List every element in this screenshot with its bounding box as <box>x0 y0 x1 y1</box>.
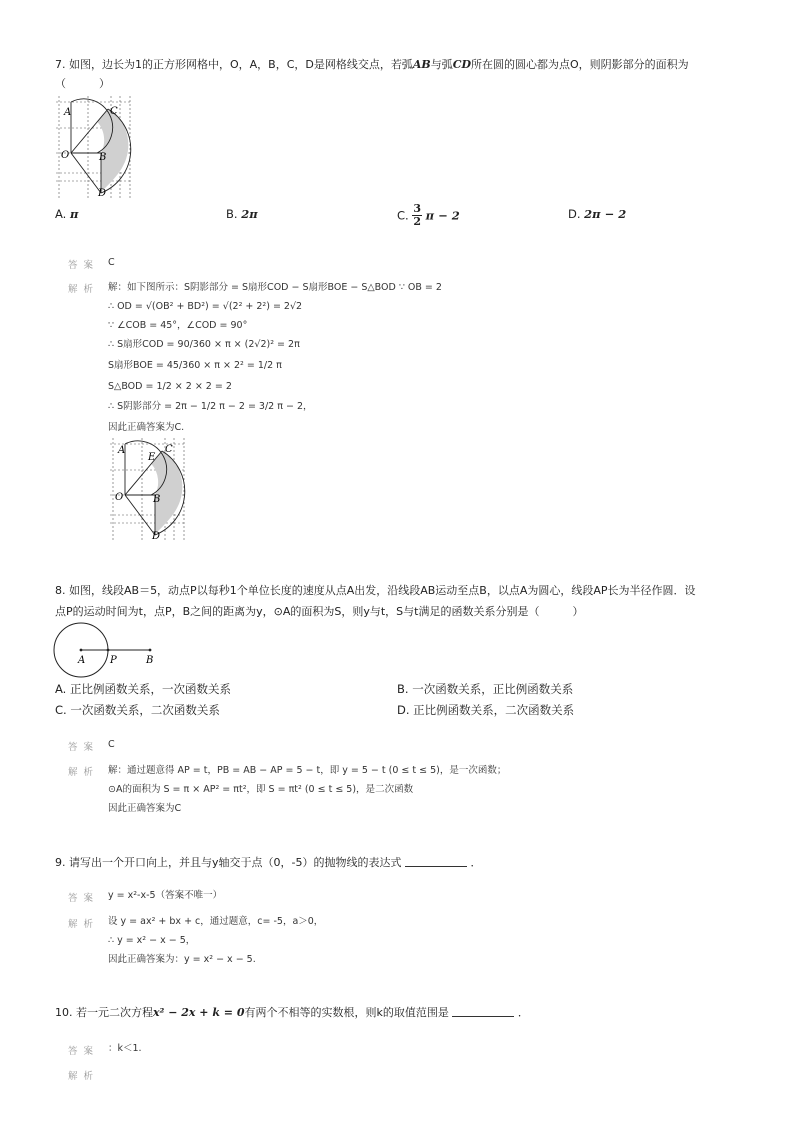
q7-label-a: A <box>64 107 72 118</box>
q8-stem-line1: 8. 如图，线段AB＝5，动点P以每秒1个单位长度的速度从点A出发，沿线段AB运动至点B，以点A为圆心，线段AP长为半径作圆．设 <box>55 584 696 597</box>
q10-analysis-label: 解析 <box>68 1071 100 1082</box>
q8-label-p: P <box>110 655 117 666</box>
q7-option-b[interactable] <box>226 207 258 221</box>
q10-stem-start: 10. 若一元二次方程 <box>55 1006 153 1019</box>
q8-option-b-letter: B. <box>397 682 409 696</box>
q9-analysis-label: 解析 <box>68 919 100 930</box>
q7-label-c: C <box>110 106 118 117</box>
q7-solution-label-e: E <box>148 452 156 463</box>
q8-analysis-line-1: 解：通过题意得 AP = t，PB = AB − AP = 5 − t，即 y = 5 − t (0 ≤ t ≤ 5)，是一次函数； <box>108 765 507 776</box>
q8-answer-value: C <box>108 739 115 750</box>
q7-shaded-region <box>98 110 129 192</box>
q7-analysis-line-3: ∵ ∠COB = 45°，∠COD = 90° <box>108 320 248 331</box>
q7-option-a[interactable] <box>55 207 78 221</box>
q8-analysis-line-3: 因此正确答案为C <box>108 803 182 814</box>
q7-stem-end: 所在圆的圆心都为点O，则阴影部分的面积为 <box>471 58 689 71</box>
q9-analysis-line-2: ∴ y = x² − x − 5， <box>108 935 196 946</box>
q7-solution-label-o: O <box>115 492 124 503</box>
q10-stem <box>55 1006 529 1020</box>
q7-option-d-value: 2π − 2 <box>584 207 627 221</box>
q7-analysis-line-5: S扇形BOE = 45/360 × π × 2² = 1/2 π <box>108 360 282 371</box>
q7-solution-figure <box>110 438 190 542</box>
q10-answer-blank[interactable] <box>452 1006 514 1017</box>
q9-stem <box>55 856 481 870</box>
q8-stem-line2: 点P的运动时间为t，点P，B之间的距离为y，⊙A的面积为S，则y与t，S与t满足的函数关系分别是（ ） <box>55 605 584 618</box>
q7-solution-shaded-region <box>152 452 183 534</box>
q7-analysis-line-4: ∴ S扇形COD = 90/360 × π × (2√2)² = 2π <box>108 339 300 350</box>
q9-answer-label: 答案 <box>68 893 100 904</box>
q7-label-b: B <box>99 152 107 163</box>
q8-option-d[interactable] <box>397 703 574 717</box>
q8-label-a: A <box>78 655 86 666</box>
q7-solution-label-d: D <box>152 531 161 542</box>
q7-stem-mid: 与弧 <box>430 58 453 71</box>
q7-label-d: D <box>98 188 107 199</box>
q8-option-c[interactable] <box>55 703 220 717</box>
q8-option-c-value: 一次函数关系，二次函数关系 <box>70 703 220 717</box>
q10-answer-value: ：k＜1. <box>108 1043 142 1054</box>
q9-stem-text: 9. 请写出一个开口向上，并且与y轴交于点（0，-5）的抛物线的表达式 <box>55 856 402 869</box>
q7-option-d[interactable] <box>568 207 626 221</box>
q7-analysis-line-8: 因此正确答案为C. <box>108 422 185 433</box>
q7-analysis-line-6: S△BOD = 1/2 × 2 × 2 = 2 <box>108 381 232 392</box>
q7-option-c-fraction <box>412 203 422 228</box>
q7-option-c-value: π − 2 <box>425 208 460 223</box>
q8-option-d-value: 正比例函数关系，二次函数关系 <box>413 703 575 717</box>
q7-option-c-letter: C. <box>397 208 409 223</box>
q7-analysis-line-2: ∴ OD = √(OB² + BD²) = √(2² + 2²) = 2√2 <box>108 301 303 312</box>
q7-analysis-line-7: ∴ S阴影部分 = 2π − 1/2 π − 2 = 3/2 π − 2， <box>108 401 313 412</box>
q7-label-o: O <box>61 150 70 161</box>
q7-stem <box>55 58 689 72</box>
q10-stem-end: 有两个不相等的实数根，则k的取值范围是 <box>244 1006 449 1019</box>
q7-analysis-line-1: 解：如下图所示：S阴影部分 = S扇形COD − S扇形BOE − S△BOD ∵ OB = 2 <box>108 282 442 293</box>
q9-analysis-line-3: 因此正确答案为：y = x² − x − 5. <box>108 954 256 965</box>
q7-figure <box>56 96 136 200</box>
q7-option-b-letter: B. <box>226 207 238 221</box>
q10-equation: x² − 2x + k = 0 <box>153 1006 245 1019</box>
q7-arc-cd: CD <box>452 58 472 71</box>
q8-option-b[interactable] <box>397 682 573 696</box>
q9-answer-value: y = x²-x-5（答案不唯一） <box>108 890 223 901</box>
q7-option-d-letter: D. <box>568 207 581 221</box>
q7-solution-label-b: B <box>153 494 161 505</box>
q8-option-d-letter: D. <box>397 703 410 717</box>
q8-option-c-letter: C. <box>55 703 67 717</box>
q7-solution-label-a: A <box>118 445 126 456</box>
q7-option-a-letter: A. <box>55 207 67 221</box>
q10-answer-label: 答案 <box>68 1046 100 1057</box>
q8-analysis-line-2: ⊙A的面积为 S = π × AP² = πt²，即 S = πt² (0 ≤ t ≤ 5)，是二次函数 <box>108 784 414 795</box>
q7-option-c-den: 2 <box>413 215 421 228</box>
q8-figure <box>52 622 162 680</box>
q8-label-b: B <box>146 655 154 666</box>
q7-stem-text: 7. 如图，边长为1的正方形网格中，O，A，B，C，D是网格线交点，若弧 <box>55 58 413 71</box>
q10-stem-tail: ． <box>517 1006 529 1019</box>
q7-option-c[interactable] <box>397 203 460 228</box>
q7-option-b-value: 2π <box>241 207 258 221</box>
q9-answer-blank[interactable] <box>405 856 467 867</box>
q7-option-c-num: 3 <box>413 202 421 215</box>
q7-arc-ab: AB <box>412 58 431 71</box>
q8-option-a-value: 正比例函数关系，一次函数关系 <box>69 682 231 696</box>
q7-answer-value: C <box>108 257 115 268</box>
q9-stem-end: ． <box>470 856 482 869</box>
q8-analysis-label: 解析 <box>68 767 100 778</box>
q8-option-b-value: 一次函数关系，正比例函数关系 <box>412 682 574 696</box>
q7-stem-line2: （ ） <box>55 77 110 90</box>
q7-option-a-value: π <box>69 207 79 221</box>
q8-answer-label: 答案 <box>68 742 100 753</box>
q7-solution-label-c: C <box>165 444 173 455</box>
q8-option-a[interactable] <box>55 682 231 696</box>
q7-analysis-label: 解析 <box>68 284 100 295</box>
q7-answer-label: 答案 <box>68 260 100 271</box>
q8-option-a-letter: A. <box>55 682 67 696</box>
q9-analysis-line-1: 设 y = ax² + bx + c，通过题意，c= -5，a＞0， <box>108 916 324 927</box>
